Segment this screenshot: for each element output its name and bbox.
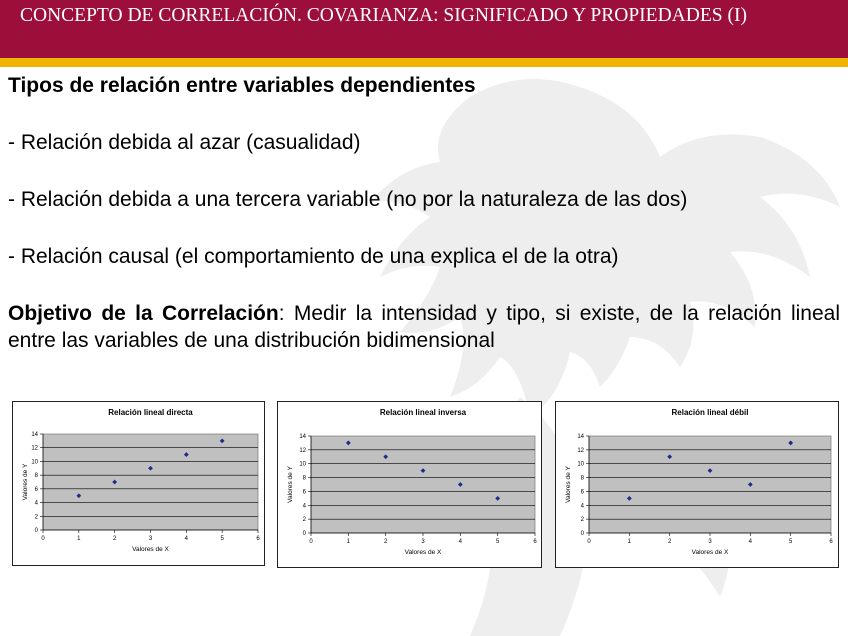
y-tick-label: 0 (34, 528, 38, 534)
y-tick-label: 12 (577, 447, 584, 454)
x-tick-label: 3 (148, 536, 153, 542)
y-tick-label: 6 (580, 489, 584, 496)
y-tick-label: 8 (580, 475, 584, 482)
y-tick-label: 0 (580, 531, 584, 537)
x-tick-label: 0 (309, 539, 313, 545)
y-tick-label: 14 (577, 434, 584, 440)
x-tick-label: 2 (112, 536, 117, 542)
x-tick-label: 6 (829, 539, 833, 545)
plot-area (43, 434, 258, 530)
x-tick-label: 1 (346, 539, 351, 545)
slide-title: CONCEPTO DE CORRELACIÓN. COVARIANZA: SIGNIFICADO Y PROPIEDADES (I) (20, 5, 747, 26)
x-axis-label: Valores de X (691, 549, 729, 556)
scatter-chart-inverse (278, 402, 543, 569)
y-tick-label: 6 (302, 489, 306, 496)
y-tick-label: 4 (302, 503, 306, 510)
x-tick-label: 4 (748, 539, 753, 545)
list-item: - Relación causal (el comportamiento de una explica el de la otra) (8, 245, 619, 268)
y-tick-label: 4 (34, 500, 38, 507)
x-tick-label: 3 (708, 539, 712, 545)
plot-area (589, 436, 831, 533)
x-tick-label: 6 (533, 539, 537, 545)
y-tick-label: 2 (302, 517, 306, 524)
chart-title: Relación lineal débil (671, 408, 749, 417)
x-tick-label: 5 (495, 539, 500, 545)
x-tick-label: 0 (587, 539, 591, 545)
y-tick-label: 8 (302, 475, 306, 482)
accent-bar (0, 58, 848, 67)
chart-panel-weak (555, 401, 839, 568)
objective-label: Objetivo de la Correlación (8, 302, 279, 325)
y-tick-label: 2 (580, 517, 584, 524)
y-tick-label: 0 (302, 531, 306, 537)
scatter-chart-weak (556, 402, 840, 569)
x-tick-label: 5 (220, 536, 224, 542)
chart-title: Relación lineal directa (108, 408, 193, 417)
slide-header (0, 0, 848, 58)
x-tick-label: 3 (421, 539, 425, 545)
plot-area (311, 436, 535, 533)
y-tick-label: 10 (299, 461, 306, 468)
scatter-chart-direct (13, 402, 266, 567)
list-item: - Relación debida a una tercera variable (no por la naturaleza de las dos) (8, 188, 688, 211)
chart-title: Relación lineal inversa (379, 408, 467, 417)
x-axis-label: Valores de X (132, 546, 169, 553)
x-tick-label: 2 (383, 539, 388, 545)
y-axis-label: Valores de Y (287, 466, 294, 503)
x-tick-label: 1 (77, 536, 81, 542)
objective-text: : Medir la intensidad y tipo, si existe, de la relación lineal entre las variables de una distribución bidimensional (8, 302, 840, 352)
y-tick-label: 10 (577, 461, 584, 468)
y-axis-label: Valores de Y (22, 463, 29, 501)
y-tick-label: 2 (34, 514, 38, 521)
y-tick-label: 8 (34, 473, 38, 480)
list-item: - Relación debida al azar (casualidad) (8, 131, 361, 154)
chart-panel-inverse (277, 401, 542, 568)
x-tick-label: 0 (41, 536, 45, 542)
chart-panel-direct (12, 401, 265, 566)
y-tick-label: 12 (31, 445, 38, 452)
x-tick-label: 4 (184, 536, 189, 542)
y-tick-label: 14 (299, 434, 306, 440)
x-tick-label: 5 (788, 539, 793, 545)
x-tick-label: 1 (627, 539, 632, 545)
x-axis-label: Valores de X (404, 549, 442, 556)
y-tick-label: 10 (31, 459, 38, 466)
objective-paragraph (8, 300, 840, 354)
y-tick-label: 12 (299, 447, 306, 454)
x-tick-label: 2 (667, 539, 672, 545)
section-subtitle: Tipos de relación entre variables dependientes (8, 74, 476, 97)
x-tick-label: 6 (256, 536, 260, 542)
y-tick-label: 4 (580, 503, 584, 510)
x-tick-label: 4 (458, 539, 463, 545)
y-tick-label: 6 (34, 486, 38, 493)
y-axis-label: Valores de Y (565, 466, 572, 503)
y-tick-label: 14 (31, 432, 38, 438)
